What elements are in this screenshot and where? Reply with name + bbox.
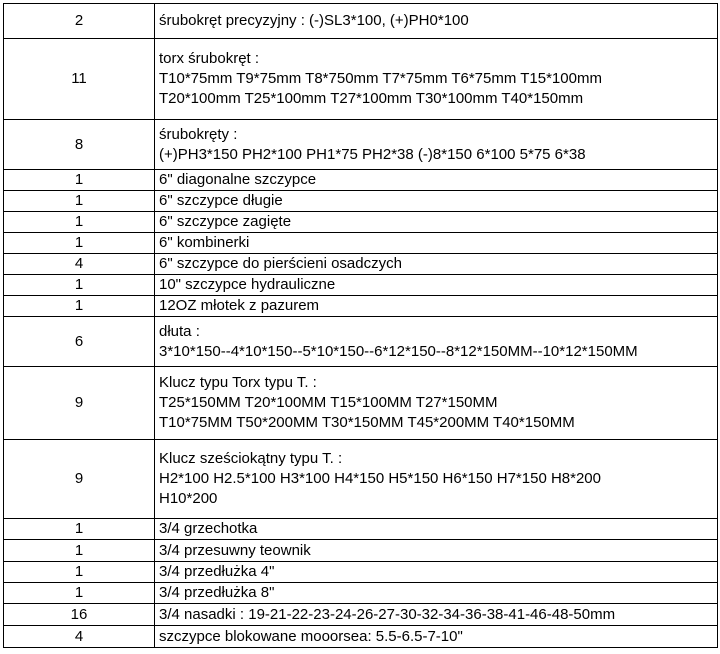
table-row — [4, 440, 718, 519]
description-line: T25*150MM T20*100MM T15*100MM T27*150MM — [159, 394, 498, 411]
description-cell — [155, 540, 718, 562]
description-cell — [155, 4, 718, 39]
description-cell — [155, 562, 718, 583]
description-cell — [155, 583, 718, 604]
table-row — [4, 39, 718, 120]
description-cell — [155, 275, 718, 296]
table-row — [4, 4, 718, 39]
description-cell — [155, 626, 718, 648]
description-cell — [155, 120, 718, 170]
quantity-cell: 1 — [4, 233, 155, 254]
description-line: T10*75MM T50*200MM T30*150MM T45*200MM T40*150MM — [159, 414, 575, 431]
description-line: H10*200 — [159, 490, 218, 507]
description-line: T10*75mm T9*75mm T8*750mm T7*75mm T6*75mm T15*100mm — [159, 70, 602, 87]
table-row — [4, 626, 718, 648]
quantity-cell: 1 — [4, 296, 155, 317]
description-line: dłuta : — [159, 322, 200, 340]
table-body — [4, 4, 718, 648]
table-row — [4, 296, 718, 317]
description-line: 6" szczypce do pierścieni osadczych — [159, 255, 402, 272]
description-line: torx śrubokręt : — [159, 50, 260, 67]
quantity-cell: 16 — [4, 604, 155, 626]
table-row — [4, 233, 718, 254]
description-line: 6" diagonalne szczypce — [159, 171, 317, 188]
quantity-cell: 2 — [4, 4, 155, 39]
quantity-cell: 6 — [4, 317, 155, 367]
table-row — [4, 519, 718, 540]
description-cell — [155, 317, 718, 367]
table-row — [4, 212, 718, 233]
quantity-cell: 1 — [4, 540, 155, 562]
table-row — [4, 170, 718, 191]
description-cell — [155, 233, 718, 254]
description-line: 3/4 przedłużka 8" — [159, 584, 275, 601]
table-row — [4, 604, 718, 626]
quantity-cell: 1 — [4, 191, 155, 212]
quantity-cell: 8 — [4, 120, 155, 170]
description-cell — [155, 254, 718, 275]
description-line: (+)PH3*150 PH2*100 PH1*75 PH2*38 (-)8*150 6*100 5*75 6*38 — [159, 145, 586, 163]
description-line: T20*100mm T25*100mm T27*100mm T30*100mm T40*150mm — [159, 90, 584, 107]
quantity-cell: 1 — [4, 275, 155, 296]
description-line: 10" szczypce hydrauliczne — [159, 276, 336, 293]
description-line: 12OZ młotek z pazurem — [159, 297, 320, 314]
table-row — [4, 275, 718, 296]
description-line: 6" kombinerki — [159, 234, 250, 251]
description-cell — [155, 440, 718, 519]
table-row — [4, 120, 718, 170]
description-cell — [155, 170, 718, 191]
table-row — [4, 583, 718, 604]
description-line: 6" szczypce długie — [159, 192, 283, 209]
description-cell — [155, 212, 718, 233]
description-line: śrubokręt precyzyjny : (-)SL3*100, (+)PH0*100 — [159, 12, 469, 29]
tool-set-table — [3, 3, 718, 648]
quantity-cell: 9 — [4, 367, 155, 440]
table-row — [4, 562, 718, 583]
table-row — [4, 317, 718, 367]
description-cell — [155, 519, 718, 540]
quantity-cell: 1 — [4, 170, 155, 191]
description-line: H2*100 H2.5*100 H3*100 H4*150 H5*150 H6*150 H7*150 H8*200 — [159, 470, 601, 487]
quantity-cell: 9 — [4, 440, 155, 519]
table-row — [4, 191, 718, 212]
description-cell — [155, 39, 718, 120]
description-cell — [155, 367, 718, 440]
quantity-cell: 1 — [4, 519, 155, 540]
quantity-cell: 1 — [4, 212, 155, 233]
table-row — [4, 540, 718, 562]
description-line: Klucz typu Torx typu T. : — [159, 374, 317, 391]
description-line: 3/4 przesuwny teownik — [159, 541, 311, 559]
description-line: 3/4 grzechotka — [159, 520, 258, 537]
table-row — [4, 367, 718, 440]
description-line: 3*10*150--4*10*150--5*10*150--6*12*150--8*12*150MM--10*12*150MM — [159, 342, 638, 360]
description-line: 6" szczypce zagięte — [159, 213, 292, 230]
quantity-cell: 4 — [4, 626, 155, 648]
description-cell — [155, 296, 718, 317]
tool-set-table-container — [3, 3, 717, 648]
description-cell — [155, 191, 718, 212]
description-line: śrubokręty : — [159, 125, 238, 143]
table-row — [4, 254, 718, 275]
description-line: 3/4 nasadki : 19-21-22-23-24-26-27-30-32-34-36-38-41-46-48-50mm — [159, 605, 616, 623]
quantity-cell: 1 — [4, 562, 155, 583]
description-line: 3/4 przedłużka 4" — [159, 563, 275, 580]
description-line: Klucz sześciokątny typu T. : — [159, 450, 343, 467]
quantity-cell: 1 — [4, 583, 155, 604]
quantity-cell: 4 — [4, 254, 155, 275]
description-cell — [155, 604, 718, 626]
quantity-cell: 11 — [4, 39, 155, 120]
description-line: szczypce blokowane mooorsea: 5.5-6.5-7-10" — [159, 627, 463, 645]
